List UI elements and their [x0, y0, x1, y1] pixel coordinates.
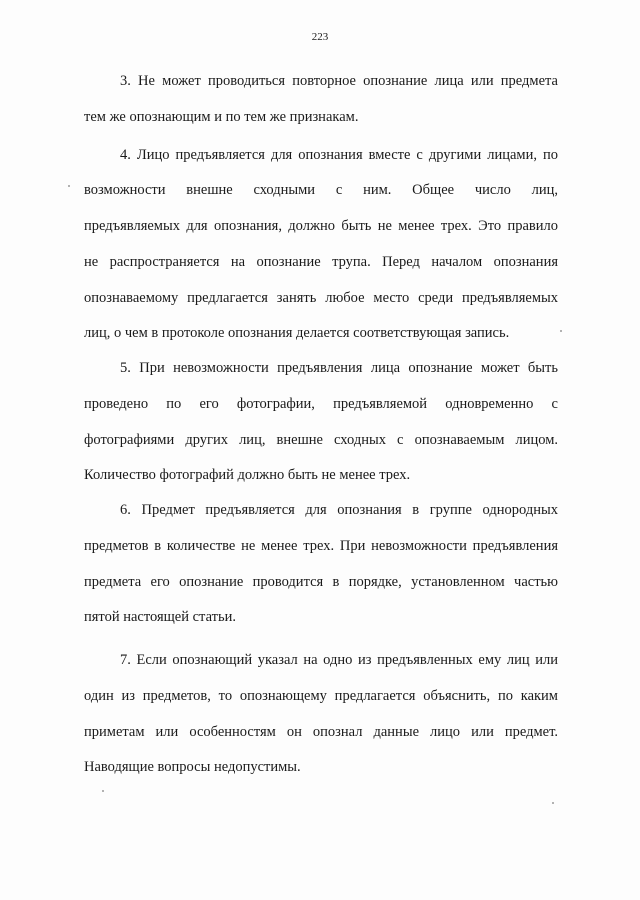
paragraph-3-line-1: 3. Не может проводиться повторное опознание лица или предмета: [120, 73, 558, 89]
paragraph-6-line-3: предмета его опознание проводится в порядке, установленном частью: [84, 574, 558, 590]
paragraph-6-line-2: предметов в количестве не менее трех. При невозможности предъявления: [84, 538, 558, 554]
scan-speck: [102, 790, 104, 792]
paragraph-6-line-4: пятой настоящей статьи.: [84, 609, 236, 625]
paragraph-4-line-5: опознаваемому предлагается занять любое место среди предъявляемых: [84, 290, 558, 306]
page-number: 223: [311, 31, 329, 43]
paragraph-4-line-3: предъявляемых для опознания, должно быть не менее трех. Это правило: [84, 218, 558, 234]
paragraph-5-line-4: Количество фотографий должно быть не менее трех.: [84, 467, 411, 483]
paragraph-5-line-1: 5. При невозможности предъявления лица опознание может быть: [120, 360, 558, 376]
paragraph-7-line-1: 7. Если опознающий указал на одно из предъявленных ему лиц или: [120, 652, 558, 668]
scan-speck: [68, 185, 70, 187]
paragraph-7-line-3: приметам или особенностям он опознал данные лицо или предмет.: [84, 724, 558, 740]
paragraph-4-line-4: не распространяется на опознание трупа. Перед началом опознания: [84, 254, 558, 270]
paragraph-7-line-4: Наводящие вопросы недопустимы.: [84, 759, 301, 775]
paragraph-5-line-2: проведено по его фотографии, предъявляемой одновременно с: [84, 396, 558, 412]
paragraph-4-line-1: 4. Лицо предъявляется для опознания вместе с другими лицами, по: [120, 147, 558, 163]
scan-speck: [560, 330, 562, 332]
paragraph-6-line-1: 6. Предмет предъявляется для опознания в группе однородных: [120, 502, 558, 518]
paragraph-4-line-2: возможности внешне сходными с ним. Общее число лиц,: [84, 182, 558, 198]
scan-speck: [552, 802, 554, 804]
paragraph-5-line-3: фотографиями других лиц, внешне сходных с опознаваемым лицом.: [84, 432, 558, 448]
paragraph-3-line-2: тем же опознающим и по тем же признакам.: [84, 109, 359, 125]
paragraph-4-line-6: лиц, о чем в протоколе опознания делается соответствующая запись.: [84, 325, 510, 341]
paragraph-7-line-2: один из предметов, то опознающему предлагается объяснить, по каким: [84, 688, 558, 704]
